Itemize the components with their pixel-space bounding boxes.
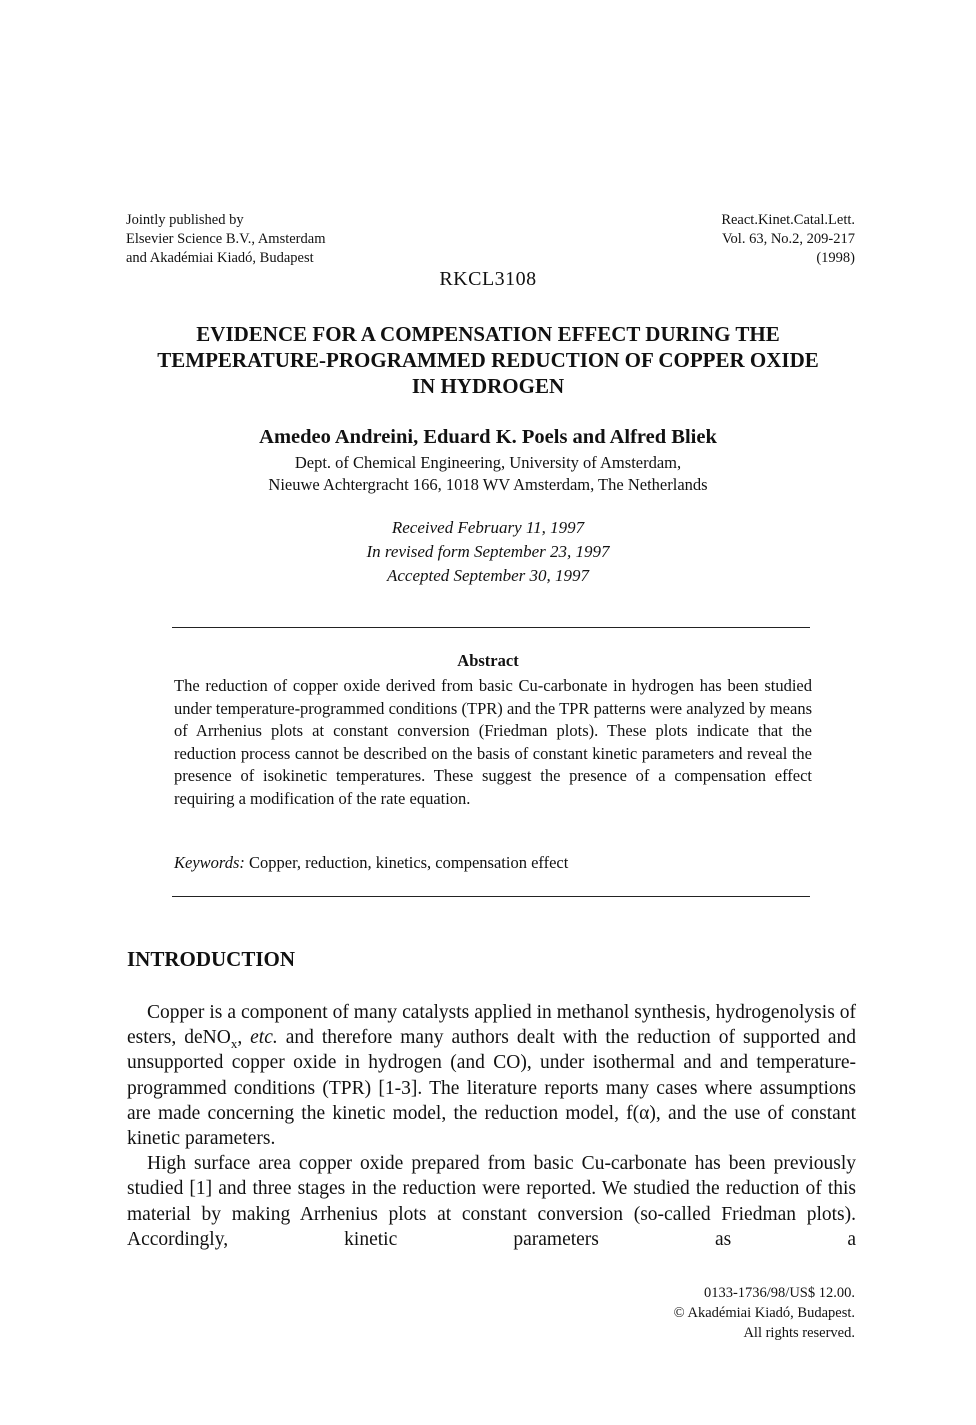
section-heading-introduction: INTRODUCTION [127,947,296,971]
journal-line: React.Kinet.Catal.Lett. [721,212,855,228]
article-dates [0,516,976,588]
keywords-label: Keywords: [174,853,245,872]
subscript: x [230,1036,238,1052]
affiliation-line: Nieuwe Achtergracht 166, 1018 WV Amsterdam, The Netherlands [268,475,708,494]
footer-line: All rights reserved. [743,1325,855,1341]
introduction-body [127,1000,856,1252]
affiliation [0,452,976,496]
abstract-heading: Abstract [457,651,519,670]
abstract-bottom-rule [172,896,810,897]
affiliation-line: Dept. of Chemical Engineering, University of Amsterdam, [294,453,682,472]
paragraph-text: and therefore many authors dealt with the reduction of supported and unsupported copper oxide in hydrogen (and CO), under isothermal and and temperature-programmed conditions (TPR) [1-3]. The literature reports many cases where assumptions are made concerning the kinetic model, the reduction model, f(α), and the use of constant kinetic parameters. [127,1027,856,1150]
publisher-line: Elsevier Science B.V., Amsterdam [126,231,326,247]
copyright-footer [674,1283,855,1343]
publisher-line: and Akadémiai Kiadó, Budapest [126,250,314,266]
abstract-top-rule [172,627,810,628]
paragraph: High surface area copper oxide prepared from basic Cu-carbonate has been previously studied [1] and three stages in the reduction were reported. We studied the reduction of this material by making Arrhenius plots at constant conversion (so-called Friedman plots). Accordingly, kinetic parameters as a [127,1153,856,1250]
article-code: RKCL3108 [439,268,537,290]
keywords-text: Copper, reduction, kinetics, compensation effect [249,853,569,872]
accepted-date: Accepted September 30, 1997 [386,566,590,585]
paragraph [127,1000,856,1151]
paper-title [0,321,976,399]
revised-date: In revised form September 23, 1997 [366,542,610,561]
journal-line: Vol. 63, No.2, 209-217 [721,231,855,247]
footer-line: © Akadémiai Kiadó, Budapest. [673,1305,855,1321]
publisher-line: Jointly published by [126,212,244,228]
author-list: Amedeo Andreini, Eduard K. Poels and Alfred Bliek [259,426,717,448]
journal-line: (1998) [816,250,855,266]
italic-text: etc. [250,1027,278,1049]
footer-line: 0133-1736/98/US$ 12.00. [703,1285,855,1301]
title-line: IN HYDROGEN [411,374,565,398]
title-line: EVIDENCE FOR A COMPENSATION EFFECT DURING THE [196,322,780,346]
paragraph-text: Copper is a component of many catalysts applied in methanol synthesis, hydrogenolysis of esters, deNO [127,1002,856,1049]
paragraph-text: , [237,1027,243,1049]
received-date: Received February 11, 1997 [391,518,585,537]
journal-citation [721,211,855,268]
keywords [174,853,568,873]
abstract-text: The reduction of copper oxide derived from basic Cu-carbonate in hydrogen has been studied under temperature-programmed conditions (TPR) and the TPR patterns were analyzed by means of Arrhenius plots at constant conversion (Friedman plots). These plots indicate that the reduction process cannot be described on the basis of constant kinetic parameters and reveal the presence of isokinetic temperatures. These suggest the presence of a compensation effect requiring a modification of the rate equation. [174,676,812,808]
publisher-info [126,211,325,268]
title-line: TEMPERATURE-PROGRAMMED REDUCTION OF COPPER OXIDE [157,348,819,372]
